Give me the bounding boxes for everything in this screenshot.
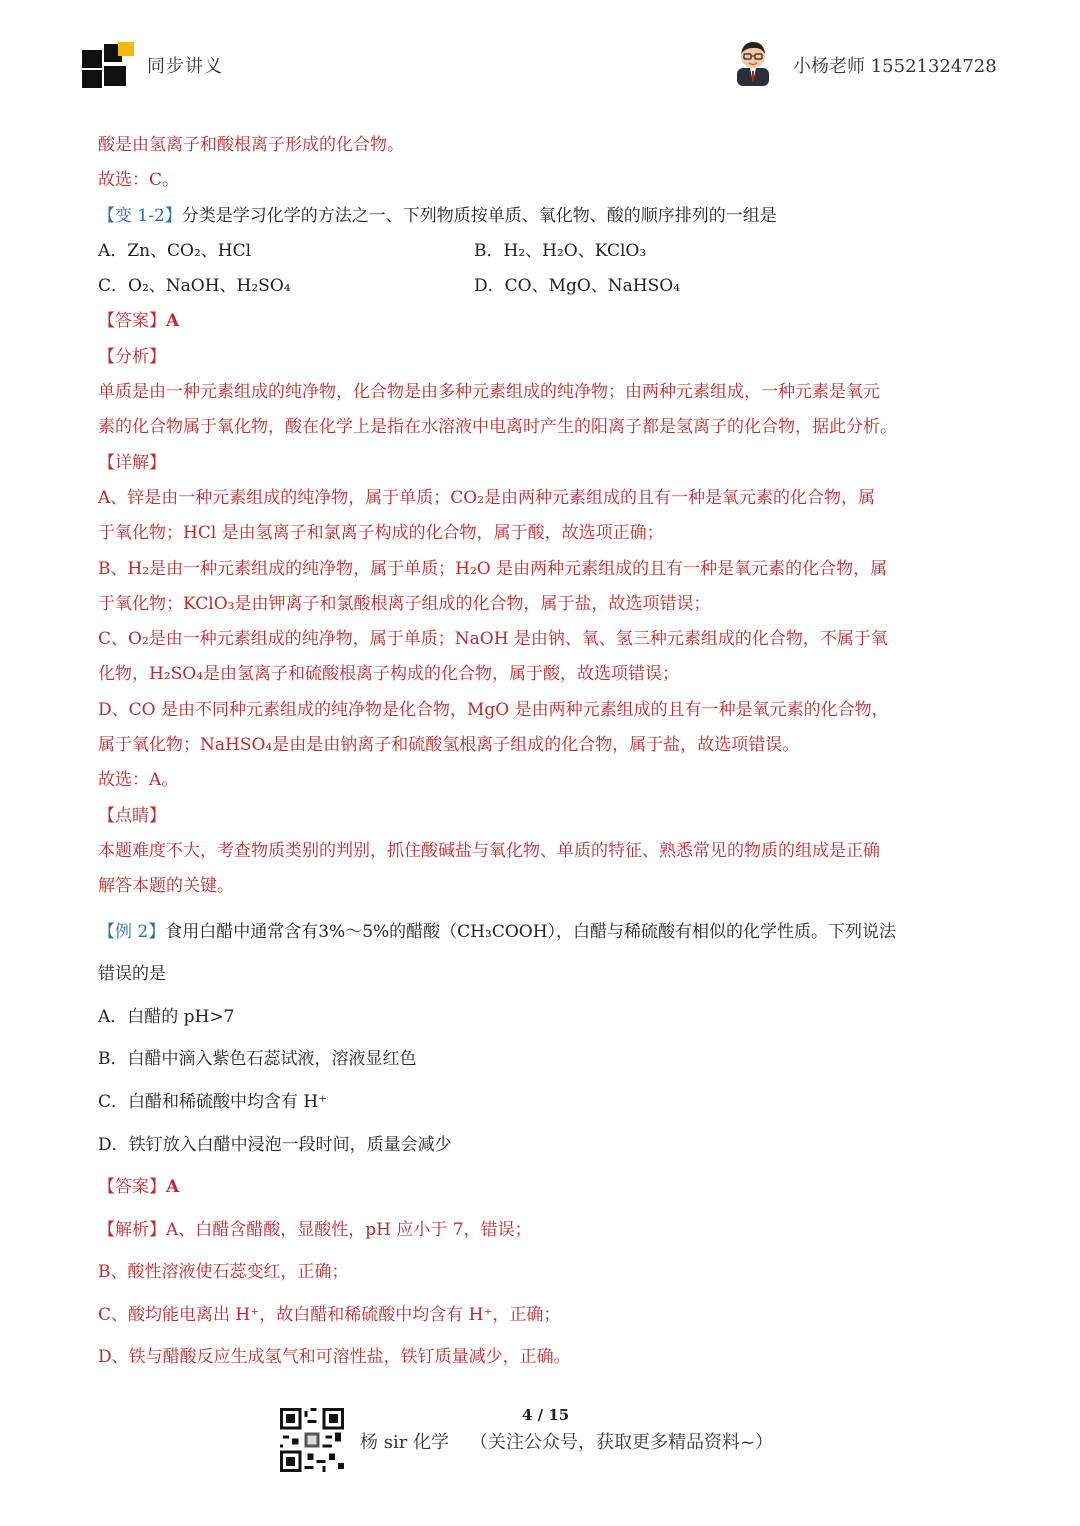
option-b: B．白醋中滴入紫色石蕊试液，溶液显红色 [98, 1049, 417, 1070]
option-a: A．Zn、CO₂、HCl [98, 240, 252, 261]
option-a: A．白醋的 pH>7 [98, 1006, 235, 1027]
text-line: D、铁与醋酸反应生成氢气和可溶性盐，铁钉质量减少，正确。 [98, 1347, 571, 1368]
text-line: 单质是由一种元素组成的纯净物，化合物是由多种元素组成的纯净物；由两种元素组成，一种元素是氧元 [98, 382, 880, 403]
qr-code-icon [280, 1408, 344, 1472]
footer-follow-note: （关注公众号，获取更多精品资料~） [470, 1432, 774, 1453]
example-text-cont: 错误的是 [98, 964, 166, 985]
page-header [0, 0, 1080, 110]
solution-text: A、白醋含醋酸，显酸性，pH 应小于 7，错误； [166, 1219, 532, 1240]
text-line: C、酸均能电离出 H⁺，故白醋和稀硫酸中均含有 H⁺，正确； [98, 1304, 561, 1325]
teacher-avatar-icon [733, 38, 773, 86]
answer-line [98, 1166, 988, 1209]
text-line: B、酸性溶液使石蕊变红，正确； [98, 1262, 349, 1283]
text-line: 故选：C。 [98, 170, 180, 191]
text-line: 素的化合物属于氧化物，酸在化学上是指在水溶液中电离时产生的阳离子都是氢离子的化合物，据此分析。 [98, 417, 897, 438]
detail-tag: 【详解】 [98, 452, 166, 473]
teacher-contact: 小杨老师 15521324728 [793, 56, 997, 77]
example-tag: 【例 2】 [98, 921, 166, 942]
option-d: D．铁钉放入白醋中浸泡一段时间，质量会减少 [98, 1134, 452, 1155]
question-text: 分类是学习化学的方法之一、下列物质按单质、氧化物、酸的顺序排列的一组是 [181, 205, 777, 226]
question-line [98, 199, 988, 234]
text-line: D、CO 是由不同种元素组成的纯净物是化合物，MgO 是由两种元素组成的且有一种是氧元素的化合物， [98, 699, 889, 720]
text-line: 于氧化物；KClO₃是由钾离子和氯酸根离子组成的化合物，属于盐，故选项错误； [98, 593, 711, 614]
question-tag: 【变 1-2】 [98, 205, 182, 226]
answer-tag: 【答案】 [98, 311, 166, 332]
options-row [98, 269, 988, 304]
option-d: D．CO、MgO、NaHSO₄ [474, 276, 681, 297]
answer-value: A [166, 1177, 180, 1198]
answer-tag: 【答案】 [98, 1177, 166, 1198]
logo-icon [80, 42, 136, 90]
text-line: B、H₂是由一种元素组成的纯净物，属于单质；H₂O 是由两种元素组成的且有一种是氧元素的化合物，属 [98, 558, 888, 579]
option-c: C．白醋和稀硫酸中均含有 H⁺ [98, 1091, 328, 1112]
analysis-tag: 【分析】 [98, 346, 166, 367]
options-row [98, 234, 988, 269]
text-line: 属于氧化物；NaHSO₄是由是由钠离子和硫酸氢根离子组成的化合物，属于盐，故选项错误。 [98, 735, 800, 756]
document-body [98, 128, 988, 1379]
solution-line [98, 1209, 988, 1252]
solution-tag: 【解析】 [98, 1219, 166, 1240]
point-tag: 【点睛】 [98, 805, 166, 826]
page-footer [0, 1400, 1080, 1480]
text-line: 化物，H₂SO₄是由氢离子和硫酸根离子构成的化合物，属于酸，故选项错误； [98, 664, 680, 685]
text-line: 于氧化物；HCl 是由氢离子和氯离子构成的化合物，属于酸，故选项正确； [98, 523, 664, 544]
header-title: 同步讲义 [147, 56, 223, 77]
option-c: C．O₂、NaOH、H₂SO₄ [98, 276, 291, 297]
example-line [98, 911, 988, 954]
example-text: 食用白醋中通常含有3%～5%的醋酸（CH₃COOH），白醋与稀硫酸有相似的化学性质。下列说法 [165, 921, 897, 942]
text-line: 解答本题的关键。 [98, 876, 234, 897]
answer-line [98, 304, 988, 339]
page-number: 4 / 15 [522, 1406, 570, 1424]
answer-value: A [166, 311, 180, 332]
text-line: C、O₂是由一种元素组成的纯净物，属于单质；NaOH 是由钠、氧、氢三种元素组成的化合物，不属于氧 [98, 629, 888, 650]
text-line: 酸是由氢离子和酸根离子形成的化合物。 [98, 135, 404, 155]
footer-brand: 杨 sir 化学 [360, 1432, 450, 1453]
text-line: 故选：A。 [98, 770, 179, 791]
option-b: B．H₂、H₂O、KClO₃ [474, 240, 647, 261]
text-line: 本题难度不大，考查物质类别的判别，抓住酸碱盐与氧化物、单质的特征、熟悉常见的物质的组成是正确 [98, 840, 880, 861]
text-line: A、锌是由一种元素组成的纯净物，属于单质；CO₂是由两种元素组成的且有一种是氧元素的化合物，属 [98, 487, 876, 508]
